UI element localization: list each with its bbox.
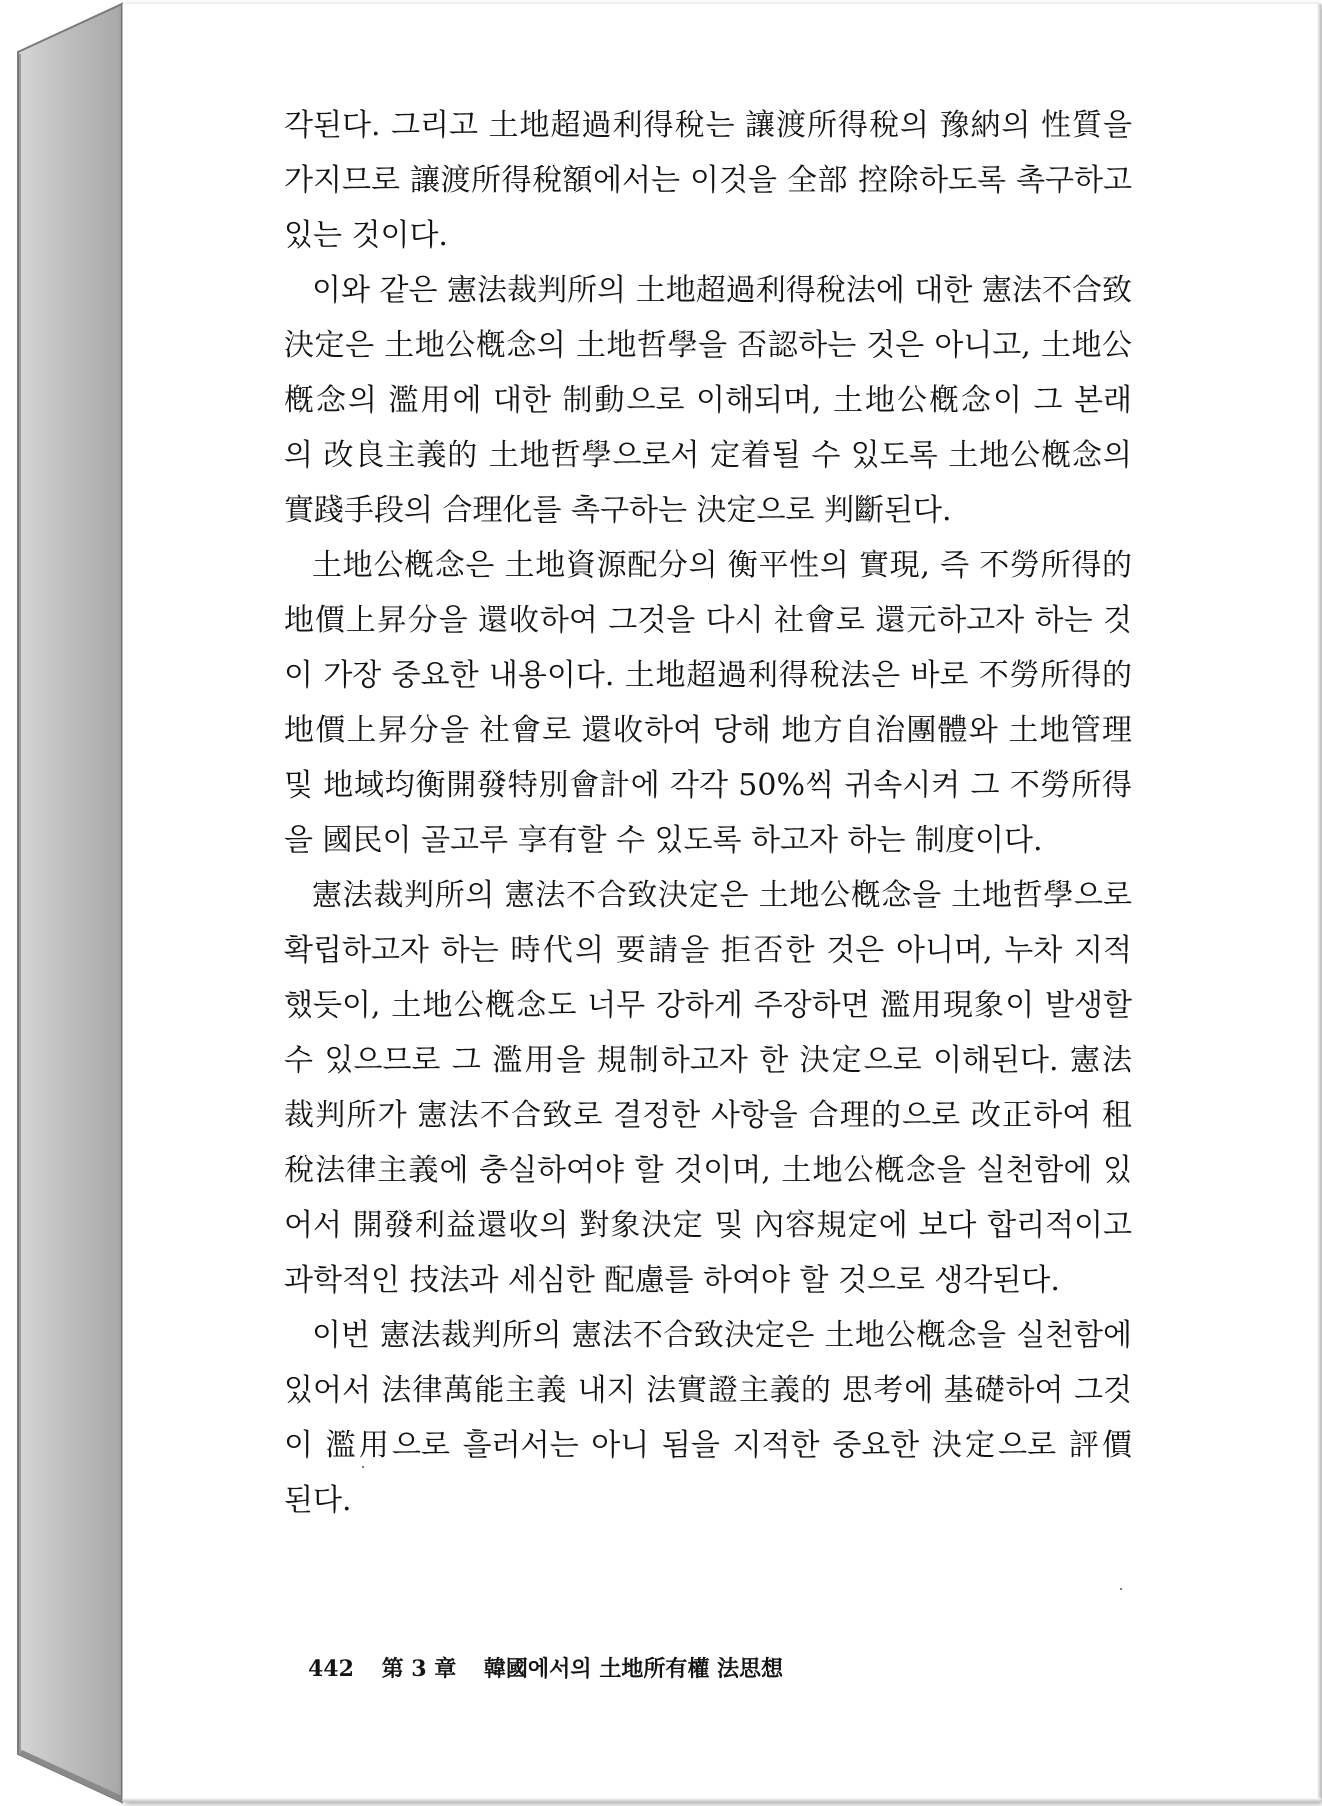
- text-line: 을 國民이 골고루 享有할 수 있도록 하고자 하는 制度이다.: [284, 823, 1043, 858]
- text-line: 이와 같은 憲法裁判所의 土地超過利得稅法에 대한 憲法不合致: [312, 273, 1132, 308]
- text-line: 稅法律主義에 충실하여야 할 것이며, 土地公槪念을 실천함에 있: [284, 1153, 1132, 1188]
- text-line: 裁判所가 憲法不合致로 결정한 사항을 合理的으로 改正하여 租: [284, 1098, 1132, 1133]
- text-line: 의 改良主義的 土地哲學으로서 定着될 수 있도록 土地公槪念의: [284, 438, 1132, 473]
- text-line: 있는 것이다.: [284, 218, 448, 253]
- paragraph-4: [284, 868, 1132, 1308]
- chapter-label: 第 3 章: [381, 1656, 457, 1682]
- chapter-title: 韓國에서의 土地所有權 法思想: [483, 1656, 783, 1682]
- text-line: 實踐手段의 合理化를 촉구하는 決定으로 判斷된다.: [284, 493, 952, 528]
- paragraph-5: [284, 1308, 1132, 1528]
- text-line: 수 있으므로 그 濫用을 規制하고자 한 決定으로 이해된다. 憲法: [284, 1043, 1133, 1078]
- text-line: 각된다. 그리고 土地超過利得稅는 讓渡所得稅의 豫納의 性質을: [284, 108, 1132, 143]
- page-edge-bottom: [123, 1798, 1321, 1802]
- text-line: 槪念의 濫用에 대한 制動으로 이해되며, 土地公槪念이 그 본래: [284, 383, 1132, 418]
- text-line: 憲法裁判所의 憲法不合致決定은 土地公槪念을 土地哲學으로: [312, 878, 1132, 913]
- text-line: 있어서 法律萬能主義 내지 法實證主義的 思考에 基礎하여 그것: [284, 1373, 1132, 1408]
- text-line: 地價上昇分을 社會로 還收하여 당해 地方自治團體와 土地管理: [284, 713, 1132, 748]
- text-line: 이번 憲法裁判所의 憲法不合致決定은 土地公槪念을 실천함에: [312, 1318, 1132, 1353]
- text-line: 및 地域均衡開發特別會計에 각각 50%씩 귀속시켜 그 不勞所得: [284, 768, 1132, 803]
- page-number: 442: [308, 1656, 354, 1682]
- body-text: [284, 98, 1132, 1528]
- text-line: 된다.: [284, 1483, 352, 1518]
- paragraph-1: [284, 98, 1132, 263]
- scan-speck: [362, 1466, 364, 1468]
- text-line: 했듯이, 土地公槪念도 너무 강하게 주장하면 濫用現象이 발생할: [284, 988, 1132, 1023]
- paragraph-2: [284, 263, 1132, 538]
- text-line: 어서 開發利益還收의 對象決定 및 內容規定에 보다 합리적이고: [284, 1208, 1132, 1243]
- text-line: 土地公槪念은 土地資源配分의 衡平性의 實現, 즉 不勞所得的: [312, 548, 1132, 583]
- running-footer: [308, 1652, 803, 1683]
- text-line: 과학적인 技法과 세심한 配慮를 하여야 할 것으로 생각된다.: [284, 1263, 1060, 1298]
- text-line: 決定은 土地公槪念의 土地哲學을 否認하는 것은 아니고, 土地公: [284, 328, 1132, 363]
- text-line: 가지므로 讓渡所得稅額에서는 이것을 全部 控除하도록 촉구하고: [284, 163, 1132, 198]
- page-edge-right: [1317, 4, 1321, 1802]
- text-line: 이 가장 중요한 내용이다. 土地超過利得稅法은 바로 不勞所得的: [284, 658, 1132, 693]
- text-line: 地價上昇分을 還收하여 그것을 다시 社會로 還元하고자 하는 것: [284, 603, 1132, 638]
- text-line: 확립하고자 하는 時代의 要請을 拒否한 것은 아니며, 누차 지적: [284, 933, 1132, 968]
- paragraph-3: [284, 538, 1132, 868]
- scan-speck: [1120, 1588, 1122, 1590]
- text-line: 이 濫用으로 흘러서는 아니 됨을 지적한 중요한 決定으로 評價: [284, 1428, 1132, 1463]
